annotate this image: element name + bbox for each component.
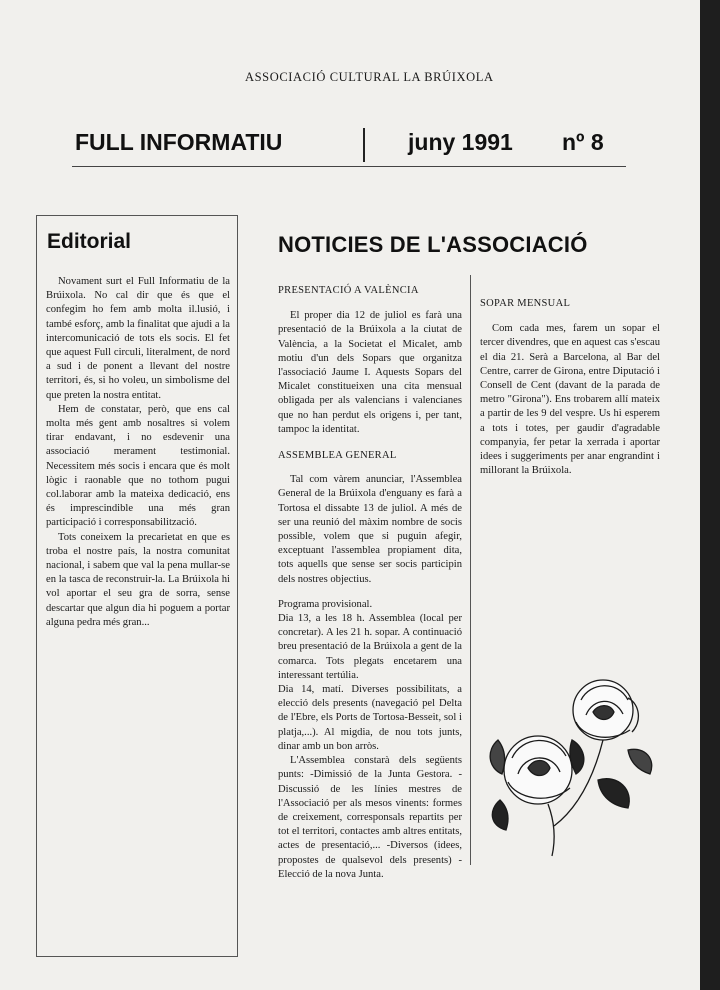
presentation-heading: PRESENTACIÓ A VALÈNCIA (278, 285, 419, 296)
column-divider (470, 275, 471, 865)
assembly-heading: ASSEMBLEA GENERAL (278, 450, 397, 462)
newsletter-title: FULL INFORMATIU (75, 129, 283, 155)
assembly-intro: Tal com vàrem anunciar, l'Assemblea General de la Brúixola d'enguany es farà a Tortosa el dissabte 13 de juliol. A més de ser una reunió del màxim nombre de socis possible, volem que si puguin afegir, exceptuant l'assemblea propiament dita, tots aquells que sense ser socis participin dels nostres objectius. (278, 474, 462, 585)
assembly-agenda: L'Assemblea constarà dels següents punts: -Dimissió de la Junta Gestora. -Discussió de les línies mestres de l'Associació per als mesos vinents: formes de creixement, corresponsals repartits per tot el territori, contactes amb altres entitats, actes de presentació,... -Diversos (idees, propostes de qualsevol dels presents) -Elecció de la nova Junta. (278, 755, 462, 880)
issue-date: juny 1991 (408, 129, 513, 155)
editorial-paragraph: Novament surt el Full Informatiu de la Brúixola. No cal dir que és que el confegim ho fem amb molta il.lusió, i també esforç, amb la finalitat que ajudi a la intercomunicació de tots els socis. El fet que aquest Full circuli, literalment, de nord a sud i de ponent a llevant del nostre territori, és, si ho voleu, un simbolisme del que preten la nostra entitat. (46, 276, 230, 401)
program-title: Programa provisional. (278, 598, 373, 610)
editorial-body (46, 275, 230, 630)
roses-illustration-icon (478, 670, 668, 860)
dinner-text: Com cada mes, farem un sopar el tercer divendres, que en aquest cas s'escau el dia 21. Serà a Barcelona, al Bar del Centre, carrer de Girona, entre Diputació i Consell de Cent (davant de la parada de metro "Girona"). Ens trobarem allí mateix a partir de les 9 del vespre. Us hi esperem a tots i totes, per gaudir d'agradable companyia, fer petar la xerrada i aportar idees i suggeriments per anar engrandint i millorant la Brúixola. (480, 323, 660, 477)
presentation-text: El proper dia 12 de juliol es farà una presentació de la Brúixola a la ciutat de València, a la Societat el Micalet, amb motiu d'un dels Sopars que organitza l'associació Jaume I. Aquests Sopars del Micalet constitueixen una cita mensual obligada per als valencians i valencianes que no han perdut els origens i, per tant, tampoc la identitat. (278, 310, 462, 435)
program-day-13: Dia 13, a les 18 h. Assemblea (local per concretar). A les 21 h. sopar. A continuació breu presentació de la Brúixola a gent de la comarca. Tots plegats encetarem una interessant tertúlia. (278, 613, 462, 681)
news-column-left (278, 284, 462, 882)
scan-dark-edge (700, 0, 720, 990)
dinner-heading: SOPAR MENSUAL (480, 298, 571, 309)
editorial-title: Editorial (47, 230, 132, 253)
news-section-title: NOTICIES DE L'ASSOCIACIÓ (278, 232, 588, 257)
editorial-paragraph: Hem de constatar, però, que ens cal molta més gent amb nosaltres si volem tirar endavant, i no esdevenir una associació merament testimonial. Necessitem més socis i encara que és molt lògic i raonable que no tothom pugui col.laborar amb la mateixa dedicació, ens és imprescindible una més gran participació i corresponsabilització. (46, 403, 230, 529)
header-divider (363, 128, 365, 162)
program-day-14: Dia 14, matí. Diverses possibilitats, a elecció dels presents (navegació pel Delta de l'Ebre, els Ports de Tortosa-Besseit, sol i platja,...). Al migdia, de nou tots junts, dinar amb un bon arròs. (278, 684, 462, 752)
header-rule (72, 166, 626, 167)
issue-number: nº 8 (562, 129, 604, 155)
association-name: ASSOCIACIÓ CULTURAL LA BRÚIXOLA (245, 70, 494, 84)
editorial-paragraph: Tots coneixem la precarietat en que es troba el nostre país, la nostra comunitat nacional, i sabem que val la pena mullar-se en la tasca de reconstruir-la. La Brúixola hi vol aportar el seu gra de sorra, sense descartar que algun dia hi poguem a portar alguna pedra més gran... (46, 531, 230, 628)
news-column-right (480, 297, 660, 478)
